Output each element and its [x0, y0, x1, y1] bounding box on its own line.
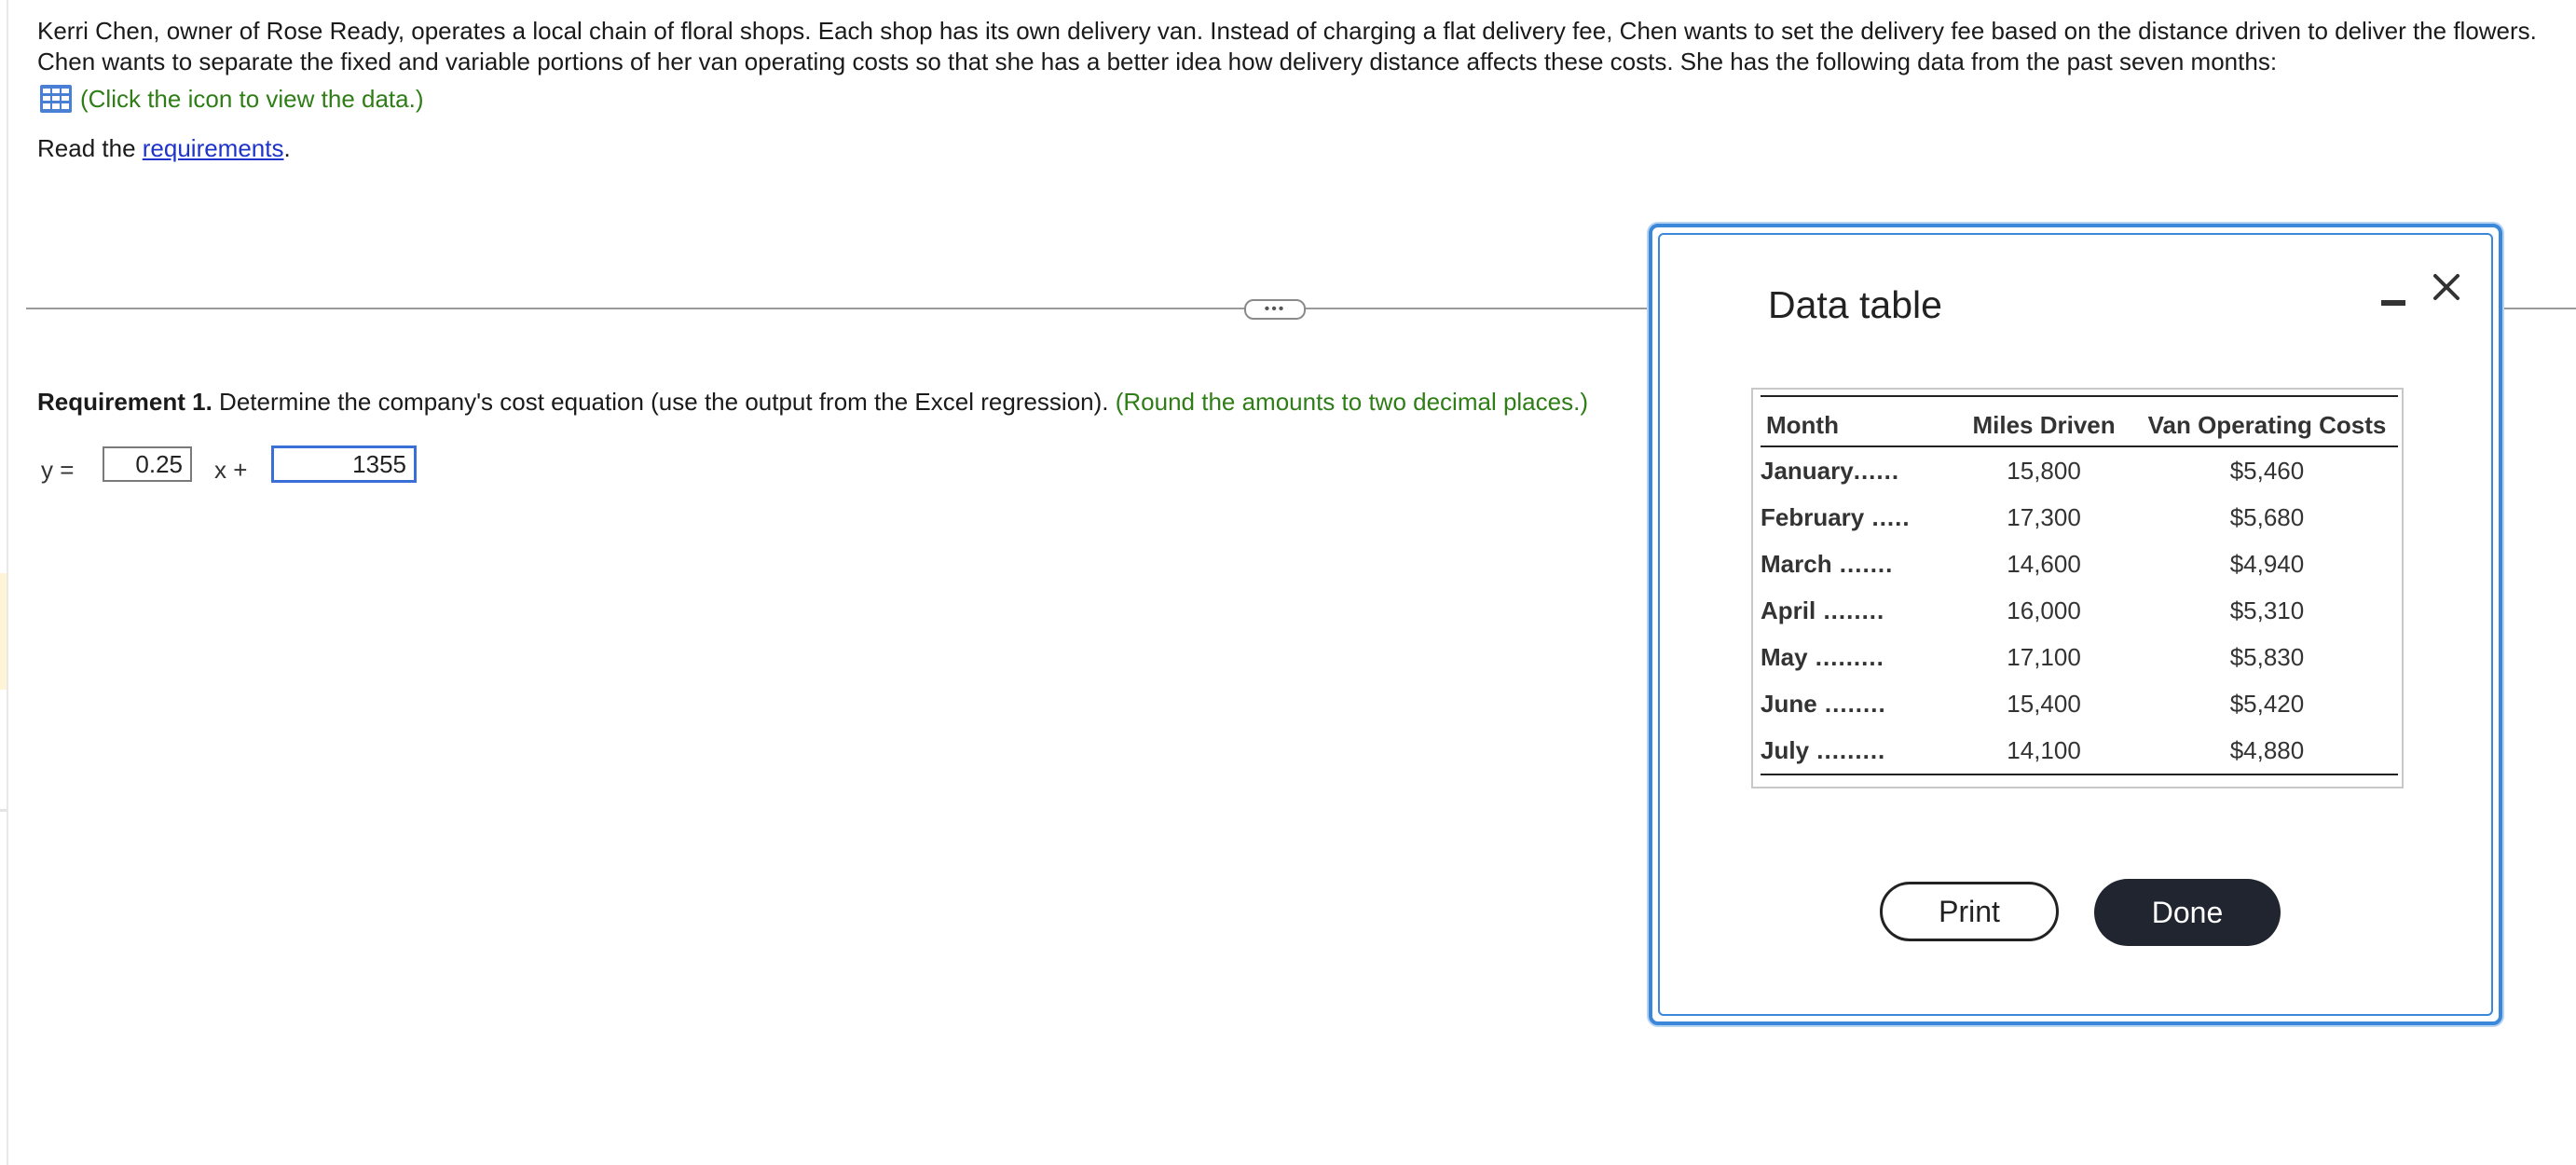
month-name: April — [1761, 596, 1816, 624]
requirement-1-text: Determine the company's cost equation (use the output from the Excel regression). — [212, 388, 1109, 416]
x-plus-label: x + — [214, 456, 248, 484]
cell-van-operating-cost: $4,940 — [2229, 549, 2305, 578]
close-icon[interactable] — [2428, 268, 2465, 306]
table-row — [1761, 541, 2398, 587]
month-name: May — [1761, 642, 1808, 671]
close-button[interactable] — [2428, 268, 2465, 306]
month-name: June — [1761, 689, 1817, 718]
table-row — [1761, 634, 2398, 680]
problem-intro-text: Kerri Chen, owner of Rose Ready, operates a local chain of floral shops. Each shop has its own delivery van. Instead of charging a flat delivery fee, Chen wants to set the delivery fee based on the distance driven to deliver the flowers. Chen wants to separate the fixed and variable portions of her van operating costs so that she has a better idea how delivery distance affects these costs. She has the following data from the past seven months: — [37, 17, 2537, 75]
left-tick-marker — [0, 809, 7, 812]
requirement-1-label: Requirement 1. — [37, 388, 212, 416]
cell-miles-driven: 15,800 — [2007, 456, 2081, 485]
view-data-link[interactable] — [39, 84, 424, 114]
month-name: July — [1761, 735, 1810, 764]
cell-miles-driven: 17,300 — [2007, 502, 2081, 531]
dot-leader: ......... — [1807, 642, 1884, 671]
cell-van-operating-cost: $5,830 — [2229, 642, 2305, 671]
print-button[interactable]: Print — [1880, 882, 2059, 941]
cell-miles-driven: 17,100 — [2007, 642, 2081, 671]
data-table-dialog — [1649, 224, 2502, 1025]
dot-leader: ....... — [1831, 549, 1894, 578]
slope-input[interactable] — [103, 446, 192, 482]
left-border — [7, 0, 8, 1165]
table-row — [1761, 446, 2398, 494]
cell-van-operating-cost: $4,880 — [2136, 727, 2398, 774]
cell-month — [1761, 446, 1952, 494]
dot-leader: ........ — [1816, 689, 1886, 718]
cell-month — [1761, 727, 1952, 774]
read-prefix: Read the — [37, 134, 143, 162]
cell-month — [1761, 634, 1952, 680]
header-month: Month — [1761, 396, 1952, 446]
cell-month — [1761, 494, 1952, 541]
table-row — [1761, 494, 2398, 541]
intercept-input[interactable] — [272, 446, 416, 482]
dot-leader: ..... — [1864, 502, 1911, 531]
dot-leader: ...... — [1853, 456, 1900, 485]
table-row — [1761, 727, 2398, 774]
van-costs-table — [1761, 395, 2398, 775]
cell-van-operating-cost: $5,310 — [2229, 596, 2305, 624]
cell-month — [1761, 587, 1952, 634]
y-equals-label: y = — [41, 456, 75, 484]
rounding-hint: (Round the amounts to two decimal places.) — [1108, 388, 1588, 416]
data-table-frame — [1751, 388, 2404, 788]
left-highlight-marker — [0, 573, 7, 690]
minimize-icon[interactable] — [2381, 300, 2405, 306]
table-row — [1761, 680, 2398, 727]
cell-miles-driven: 14,600 — [2007, 549, 2081, 578]
cell-miles-driven: 16,000 — [2007, 596, 2081, 624]
cell-van-operating-cost: $5,420 — [2229, 689, 2305, 718]
table-row — [1761, 587, 2398, 634]
view-data-label[interactable]: (Click the icon to view the data.) — [80, 84, 424, 113]
table-grid-icon[interactable] — [39, 84, 73, 114]
header-miles-driven: Miles Driven — [1952, 396, 2136, 446]
minimize-button[interactable] — [2379, 285, 2407, 313]
month-name: February — [1761, 502, 1865, 531]
month-name: March — [1761, 549, 1832, 578]
table-body — [1761, 446, 2398, 774]
requirements-link[interactable]: requirements — [142, 134, 284, 162]
requirement-1 — [37, 388, 1588, 417]
cell-month — [1761, 541, 1952, 587]
cell-miles-driven: 15,400 — [2007, 689, 2081, 718]
read-requirements-line — [37, 134, 291, 163]
divider-expand-handle[interactable]: ••• — [1244, 299, 1306, 320]
header-van-operating-costs: Van Operating Costs — [2136, 396, 2398, 446]
done-button[interactable]: Done — [2094, 879, 2281, 946]
cell-van-operating-cost: $5,460 — [2229, 456, 2305, 485]
dot-leader: ......... — [1809, 735, 1886, 764]
dot-leader: ........ — [1816, 596, 1885, 624]
dialog-title: Data table — [1768, 283, 1942, 326]
cell-month — [1761, 680, 1952, 727]
cell-van-operating-cost: $5,680 — [2229, 502, 2305, 531]
month-name: January — [1761, 456, 1854, 485]
cell-miles-driven: 14,100 — [1952, 727, 2136, 774]
table-header-row — [1761, 396, 2398, 446]
read-suffix: . — [283, 134, 291, 162]
